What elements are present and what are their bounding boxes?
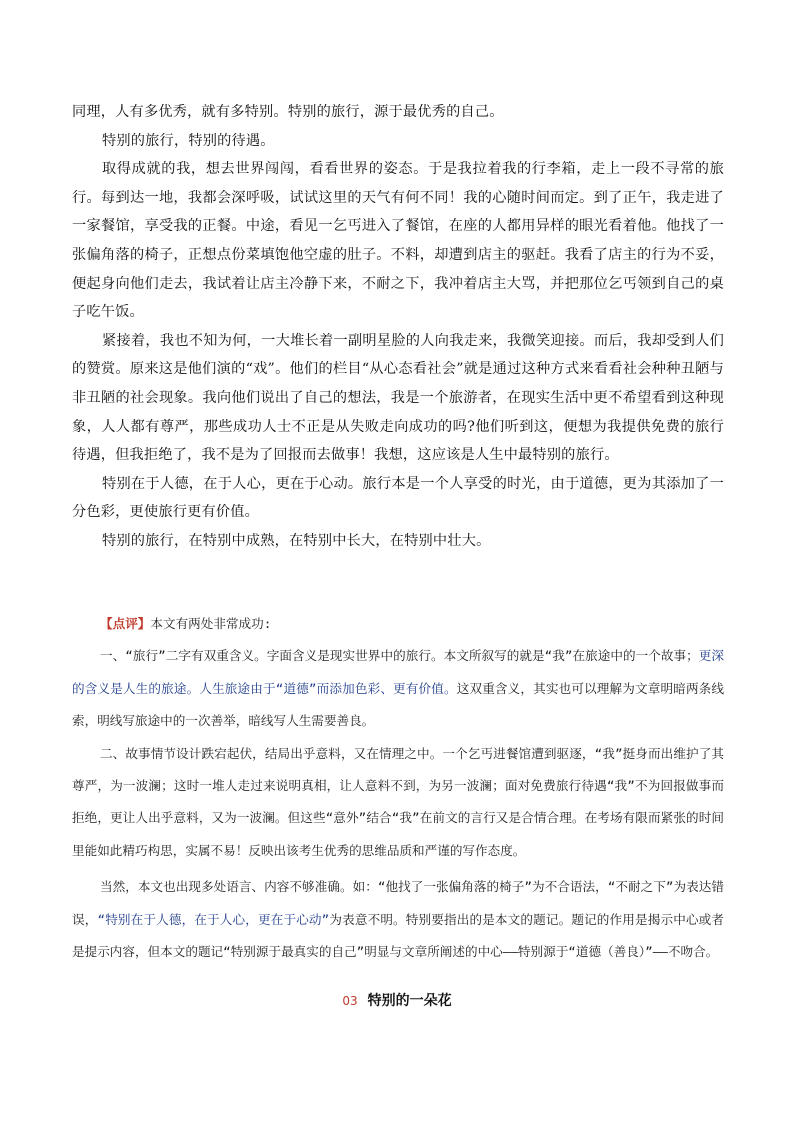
essay-paragraph: 特别在于人德，在于人心，更在于心动。旅行本是一个人享受的时光，由于道德，更为其添加了一分色彩，更使旅行更有价值。 [72, 475, 724, 521]
commentary-section [72, 608, 724, 968]
section-heading [0, 990, 794, 1010]
essay-paragraph: 取得成就的我，想去世界闯闯，看看世界的姿态。于是我拉着我的行李箱，走上一段不寻常的旅行。每到达一地，我都会深呼吸，试试这里的天气有何不同！我的心随时间而定。到了正午，我走进了一家餐馆，享受我的正餐。中途，看见一乞丐进入了餐馆，在座的人都用异样的眼光看着他。他找了一张偏角落的椅子，正想点份菜填饱他空虚的肚子。不料，却遭到店主的驱赶。我看了店主的行为不妥，便起身向他们走去，我试着让店主冷静下来，不耐之下，我冲着店主大骂，并把那位乞丐领到自己的桌子吃午饭。 [72, 161, 724, 321]
commentary-critique-quote: “特别在于人德，在于人心，更在于心动” [97, 911, 330, 927]
commentary-tag: 【点评】 [100, 616, 151, 631]
commentary-point-1-summary: 这双重含义，其实也可以理解为文章明暗两条线索，明线写旅途中的一次善举，暗线写人生需要善良。 [72, 680, 725, 729]
commentary-critique-text: 当然，本文也出现多处语言、内容不够准确。如：“他找了一张偏角落的椅子”为不合语法，“不耐之下”为表达错误， [72, 879, 724, 927]
commentary-point-1-literal: 一、“旅行”二字有双重含义。字面含义是现实世界中的旅行。本文所叙写的就是“我”在旅途中的一个故事； [100, 648, 699, 664]
commentary-point-1 [72, 640, 724, 737]
commentary-point-2: 二、故事情节设计跌宕起伏，结局出乎意料，又在情理之中。一个乞丐进餐馆遭到驱逐，“我”挺身而出维护了其尊严，为一波澜；这时一堆人走过来说明真相，让人意料不到，为另一波澜；面对免费旅行待遇“我”不为回报做事而拒绝，更让人出乎意料，又为一波澜。但这些“意外”结合“我”在前文的言行又是合情合理。在考场有限而紧张的时间里能如此精巧构思，实属不易！反映出该考生优秀的思维品质和严谨的写作态度。 [72, 745, 724, 858]
essay-paragraph: 特别的旅行，在特别中成熟，在特别中长大，在特别中壮大。 [102, 532, 491, 549]
commentary-point-1-deeper: 更深的含义是人生的旅途。人生旅途由于“道德”而添加色彩、更有价值。 [72, 648, 724, 696]
commentary-critique [72, 871, 724, 968]
section-number: 03 [342, 994, 358, 1008]
essay-paragraph: 同理，人有多优秀，就有多特别。特别的旅行，源于最优秀的自己。 [72, 104, 504, 120]
commentary-intro [72, 608, 724, 640]
commentary-intro-text: 本文有两处非常成功: [150, 616, 272, 631]
essay-paragraph: 特别的旅行，特别的待遇。 [102, 132, 275, 149]
essay-body [72, 98, 724, 556]
essay-paragraph: 紧接着，我也不知为何，一大堆长着一副明星脸的人向我走来，我微笑迎接。而后，我却受到人们的赞赏。原来这是他们演的“戏”。他们的栏目“从心态看社会”就是通过这种方式来看看社会种种丑陋与非丑陋的社会现象。我向他们说出了自己的想法，我是一个旅游者，在现实生活中更不希望看到这种现象，人人都有尊严，那些成功人士不正是从失败走向成功的吗?他们听到这，便想为我提供免费的旅行待遇，但我拒绝了，我不是为了回报而去做事！我想，这应该是人生中最特别的旅行。 [72, 332, 724, 464]
commentary-critique-rest: 为表意不明。特别要指出的是本文的题记。题记的作用是揭示中心或者是提示内容，但本文的题记“特别源于最真实的自己”明显与文章所阐述的中心——特别源于“道德（善良）”——不吻合。 [72, 911, 724, 960]
section-title: 特别的一朵花 [367, 993, 452, 1009]
